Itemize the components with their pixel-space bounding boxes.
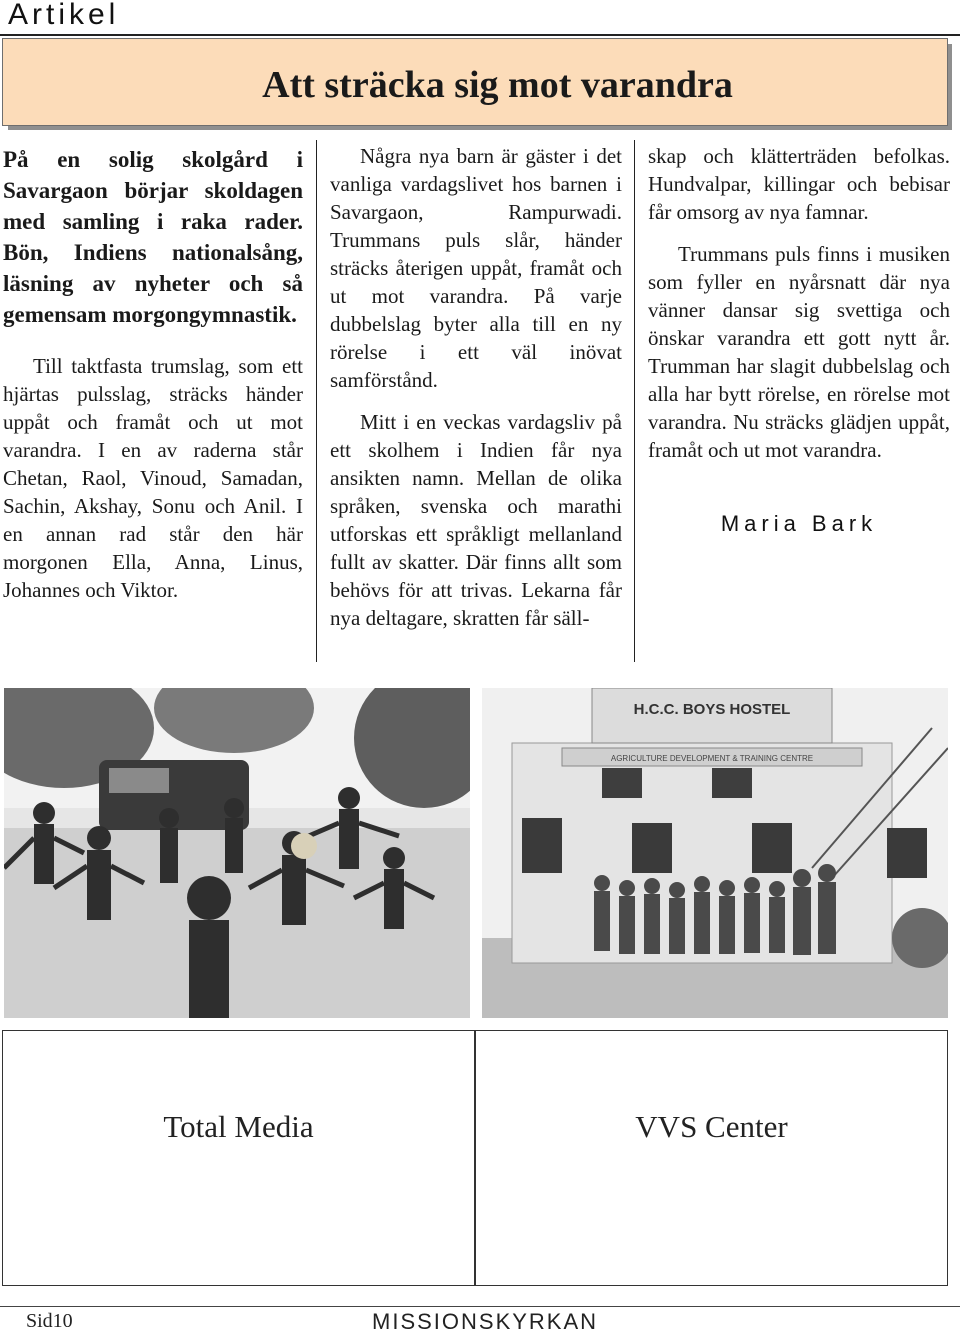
children-exercise-photo — [4, 688, 470, 1018]
footer-rule — [0, 1306, 960, 1307]
article-paragraph: Några nya barn är gäster i det vanliga vardagslivet hos barnen i Savargaon, Rampurwadi. Trummans puls slår, händer sträcks återigen uppåt, framåt och ut mot varandra. På varje dubbelslag byter alla till en ny rörelse i ett väl inövat samförstånd. — [330, 144, 622, 392]
advertisement-vvs-center — [475, 1030, 948, 1286]
ad-label: Total Media — [163, 1109, 314, 1144]
title-banner — [2, 38, 948, 126]
article-column-3 — [648, 142, 950, 538]
advertisement-total-media — [2, 1030, 475, 1286]
article-paragraph: Mitt i en veckas vardagsliv på ett skolhem i Indien får nya ansikten namn. Mellan de olika språken, svenska och marathi utforskas ett språkligt mellanland fullt av skatter. Där finns allt som behövs för att trivas. Lekarna får nya deltagare, skratten får säll- — [330, 410, 622, 630]
article-column-2 — [330, 142, 622, 646]
page-number: Sid10 — [26, 1310, 73, 1332]
article-paragraph: Trummans puls finns i musiken som fyller en nyårsnatt där nya vänner dansar sig svettiga och önskar varandra ett gott nytt år. Trumman har slagit dubbelslag och alla har bytt rörelse, en rörelse mot varandra. Nu sträcks glädjen uppåt, framåt och ut mot varandra. — [648, 242, 950, 462]
ad-label: VVS Center — [635, 1109, 788, 1144]
article-paragraph: skap och klätterträden befolkas. Hundvalpar, killingar och bebisar får omsorg av nya famnar. — [648, 144, 950, 224]
hostel-group-photo — [482, 688, 948, 1018]
author-byline: Maria Bark — [720, 511, 878, 536]
column-divider — [316, 140, 317, 662]
hostel-subsign-text: AGRICULTURE DEVELOPMENT & TRAINING CENTRE — [610, 754, 814, 763]
article-title: Att sträcka sig mot varandra — [262, 64, 733, 106]
column-divider — [634, 140, 635, 662]
top-rule — [0, 34, 960, 36]
publication-name: MISSIONSKYRKAN — [372, 1309, 599, 1334]
hostel-sign-text: H.C.C. BOYS HOSTEL — [633, 701, 791, 718]
article-lead: På en solig skolgård i Savargaon börjar skoldagen med samling i raka rader. Bön, Indiens nationalsång, läsning av nyheter och så gemensam morgongymnastik. — [3, 147, 303, 327]
article-column-1 — [3, 144, 303, 618]
article-paragraph: Till taktfasta trumslag, som ett hjärtas pulsslag, sträcks händer uppåt och framåt och ut mot varandra. I en av raderna står Chetan, Raol, Vinoud, Samadan, Sachin, Akshay, Sonu och Anil. I en annan rad står den här morgonen Ella, Anna, Linus, Johannes och Viktor. — [3, 354, 303, 602]
section-label: Artikel — [8, 0, 120, 31]
